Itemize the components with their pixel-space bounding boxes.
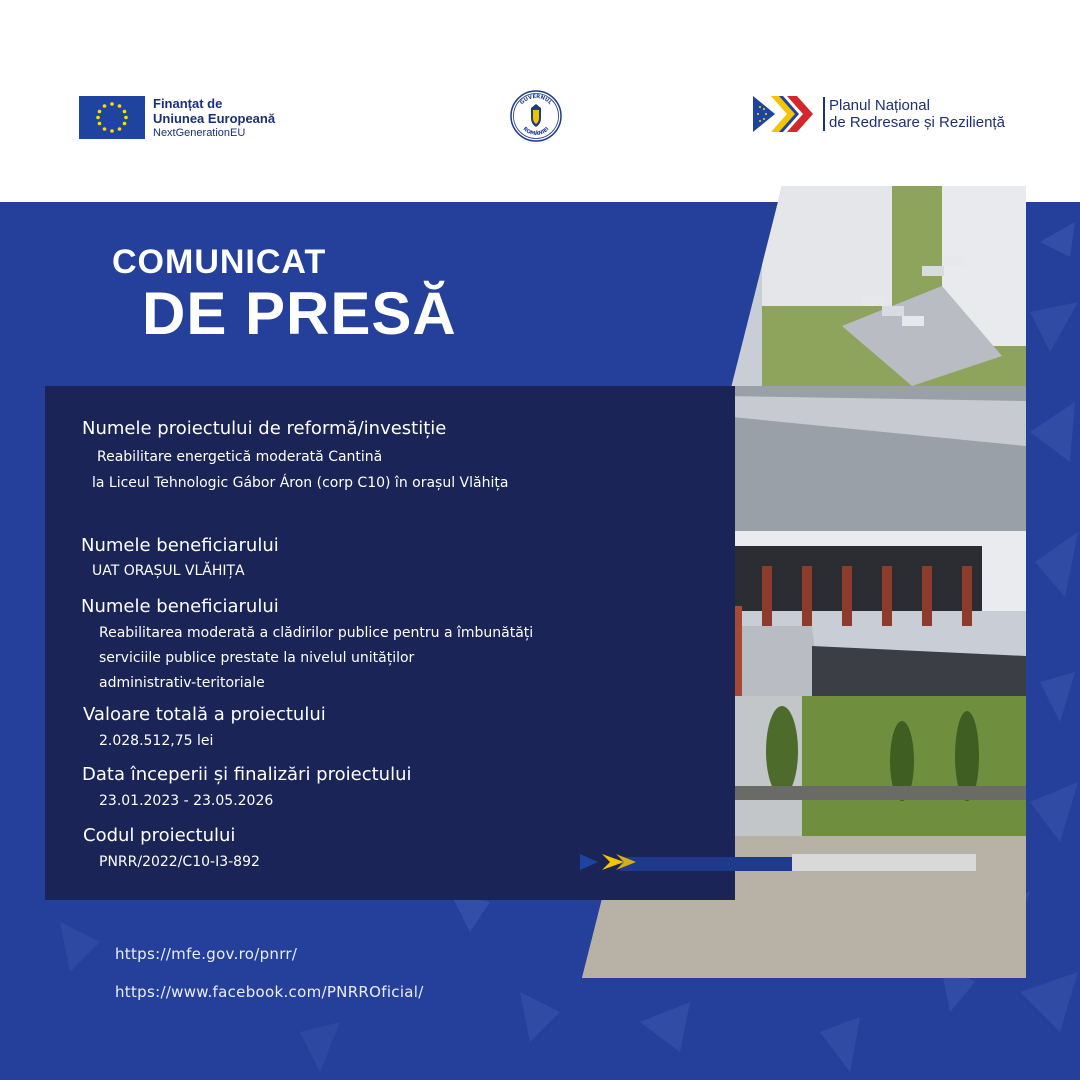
section-value-description-line1: Reabilitarea moderată a clădirilor publice pentru a îmbunătăți <box>99 625 534 641</box>
title-line1: COMUNICAT <box>112 243 327 281</box>
eu-line1: Finanțat de <box>153 96 223 111</box>
gov-seal-bottom-text: ROMÂNIEI <box>521 126 551 138</box>
section-value-description-line2: serviciile publice prestate la nivelul unităților <box>99 650 415 666</box>
section-heading-description: Numele beneficiarului <box>81 596 279 617</box>
section-value-beneficiary: UAT ORAȘUL VLĂHIȚA <box>92 563 245 579</box>
section-heading-total-value: Valoare totală a proiectului <box>83 704 326 725</box>
pnrr-line1: Planul Național <box>829 97 930 114</box>
section-heading-project-name: Numele proiectului de reformă/investiție <box>82 418 447 439</box>
pnrr-arrows-icon <box>753 96 817 132</box>
section-value-description-line3: administrativ-teritoriale <box>99 675 265 691</box>
eu-funding-logo <box>79 96 275 141</box>
section-value-project-name-line2: la Liceul Tehnologic Gábor Áron (corp C10) în orașul Vlăhița <box>92 475 509 491</box>
facebook-link[interactable]: https://www.facebook.com/PNRROficial/ <box>115 983 424 1001</box>
eu-funding-text <box>153 96 275 141</box>
romanian-government-seal-icon <box>510 90 562 142</box>
section-heading-beneficiary: Numele beneficiarului <box>81 535 279 556</box>
gov-seal-top-text: GUVERNUL <box>519 93 553 107</box>
section-value-project-name-line1: Reabilitare energetică moderată Cantină <box>97 449 383 465</box>
section-heading-project-code: Codul proiectului <box>83 825 236 846</box>
pnrr-text <box>823 97 1005 131</box>
eu-flag-icon <box>79 96 145 139</box>
eu-line3: NextGenerationEU <box>153 127 246 139</box>
pnrr-line2: de Redresare și Reziliență <box>829 114 1005 131</box>
section-value-project-code: PNRR/2022/C10-I3-892 <box>99 854 260 870</box>
section-value-dates: 23.01.2023 - 23.05.2026 <box>99 793 274 809</box>
header-bar <box>0 0 1080 202</box>
eu-line2: Uniunea Europeană <box>153 111 276 126</box>
accent-arrow-bar <box>580 854 976 871</box>
section-heading-dates: Data începerii și finalizări proiectului <box>82 764 412 785</box>
website-link[interactable]: https://mfe.gov.ro/pnrr/ <box>115 945 298 963</box>
pnrr-logo <box>753 96 1005 132</box>
press-release-title <box>112 242 457 346</box>
section-value-total-value: 2.028.512,75 lei <box>99 733 214 749</box>
title-line2: DE PRESĂ <box>142 280 457 347</box>
